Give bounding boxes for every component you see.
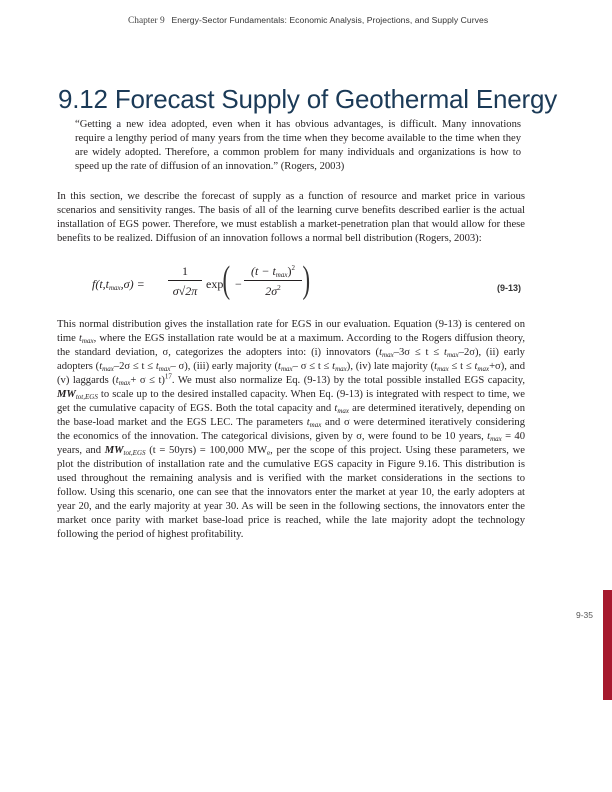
section-title: 9.12 Forecast Supply of Geothermal Energy: [58, 84, 558, 114]
chapter-label: Chapter 9: [128, 16, 165, 26]
body-paragraph: This normal distribution gives the installation rate for EGS in our evaluation. Equation (9-13) is centered on time $t_{max}$, where the EGS installation rate would be at a maximum. According to the Rogers diffusion theory, the standard deviation, σ, categorizes the adopters into: (i) innovators $(t_{max}-3\sigma \le t \le t_{max}-2\sigma)$, (ii) early adopters ($t_{max}-2\sigma \le t \le t_{max}-$ σ), (iii) early majority ($t_{max}-$ $\sigma \le t \le t_{max}$), (iv) late majority $(t_{max} \le t \le t_{max}+\sigma)$, and (v) laggards $(t_{max}+ \sigma \le t)^{17}$. We must also normalize Eq. (9-13) by the total possible installed EGS capacity, $MW_{tot,EGS}$ to scale up to the desired installed capacity. When Eq. (9-13) is integrated with respect to time, we get the cumulative capacity of EGS. Both the total capacity and $t_{max}$ are determined iteratively, depending on the base-load market and the EGS LEC. The parameters $t_{max}$ and σ were determined iteratively considering the economics of the innovation. The categorical divisions, given by σ, were found to be 10 years, $t_{max} = 40$ years, and $MW_{tot,EGS}$ (t = 50yrs) = 100,000 $MW_e$, per the scope of this project. Using these parameters, we plot the distribution of installation rate and the cumulative EGS capacity in Figure 9.16. This distribution is used throughout the remaining analysis and is verified with the market considerations in the sections to follow. Using this scenario, one can see that the innovators enter the market at year 10, the early adopters at year 20, and the early majority at year 30. As will be seen in the following sections, the innovators enter the market once parity with market base-load price is reached, while the late majority adopt the technology following the period of highest profitability.: [57, 319, 526, 540]
epigraph-quote: “Getting a new idea adopted, even when it has obvious advantages, is difficult. Many innovations require a lengthy period of many years from the time when they become available to the time when they are widely adopted. Therefore, a common problem for many individuals and organizations is how to speed up the rate of diffusion of an innovation.” (Rogers, 2003): [75, 119, 521, 172]
equation-lhs: $f(t,t_{max},\sigma)$ =: [92, 277, 145, 292]
running-header: [128, 15, 488, 26]
chapter-title: Energy-Sector Fundamentals: Economic Analysis, Projections, and Supply Curves: [171, 15, 489, 25]
exp-function: exp: [206, 277, 224, 291]
footnote-ref: 17: [164, 372, 172, 381]
chapter-edge-tab: [603, 590, 612, 700]
left-paren: (: [222, 259, 231, 301]
right-paren: ): [302, 259, 311, 301]
page-number: 9-35: [576, 610, 594, 620]
equation-number: (9-13): [497, 283, 522, 293]
exponent-fraction: $(t - t_{max})^2$ $2\sigma^2$: [244, 264, 302, 299]
equation-9-13: $f(t,t_{max},\sigma)$ = 1 σ√2π exp ( − $(t - t_{max})^2$ $2\sigma^2$ ): [92, 259, 311, 301]
intro-paragraph: In this section, we describe the forecast of supply as a function of resource and market price in various scenarios and sensitivity ranges. The basis of all of the learning curve benefits described earlier is the actual installation of EGS power. Therefore, we must establish a market-penetration plan that would allow for these benefits to be realized. Diffusion of an innovation follows a normal bell distribution (Rogers, 2003):: [57, 191, 525, 244]
coefficient-fraction: 1 σ√2π: [168, 264, 202, 299]
